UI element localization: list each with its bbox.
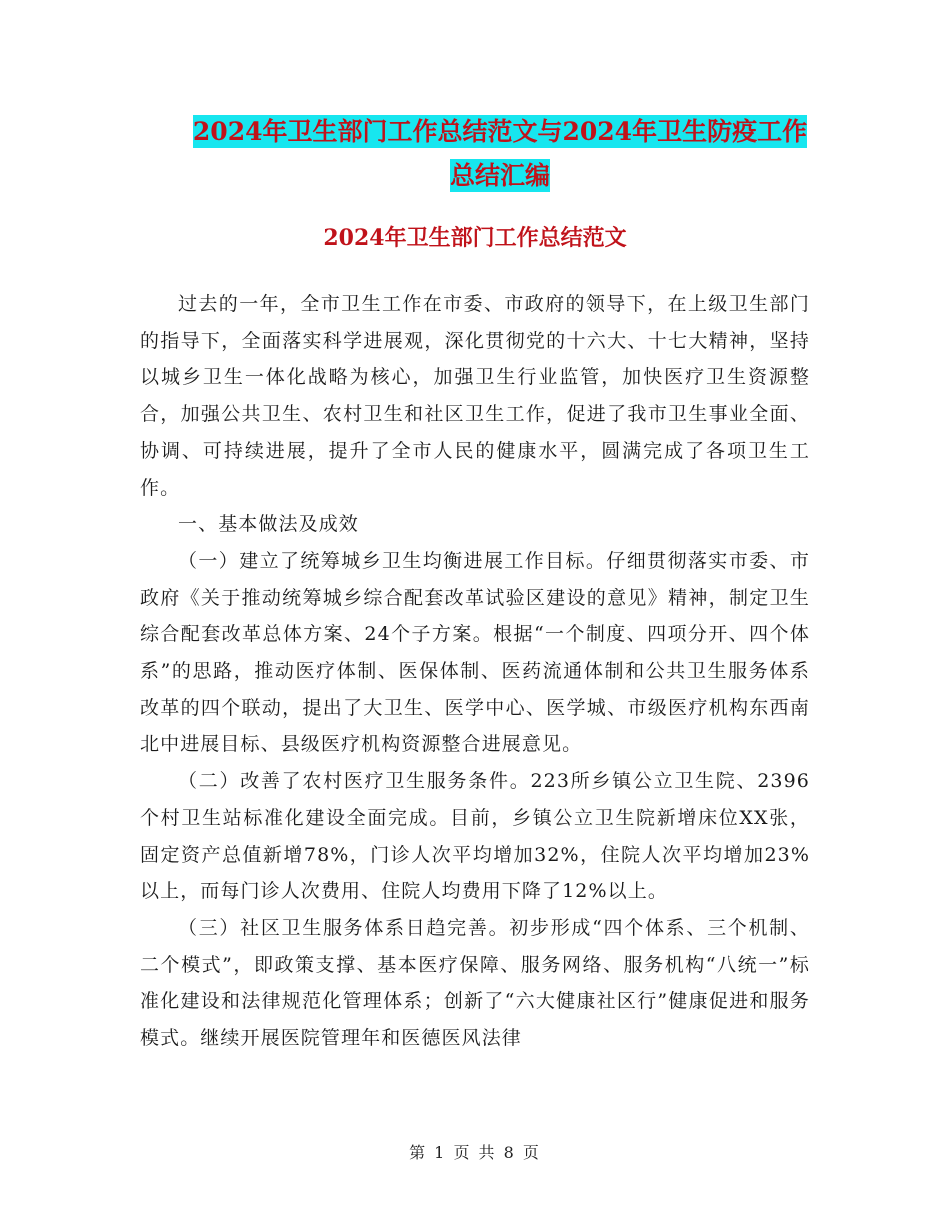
title-line-1: 2024年卫生部门工作总结范文与2024年卫生防疫工作 (192, 117, 808, 146)
title-line-2: 总结汇编 (449, 161, 550, 190)
document-title (120, 110, 880, 198)
paragraph-intro: 过去的一年，全市卫生工作在市委、市政府的领导下，在上级卫生部门的指导下，全面落实科学进展观，深化贯彻党的十六大、十七大精神，坚持以城乡卫生一体化战略为核心，加强卫生行业监管，加快医疗卫生资源整合，加强公共卫生、农村卫生和社区卫生工作，促进了我市卫生事业全面、协调、可持续进展，提升了全市人民的健康水平，圆满完成了各项卫生工作。 (140, 293, 810, 499)
paragraph-item-2: （二）改善了农村医疗卫生服务条件。223所乡镇公立卫生院、2396个村卫生站标准化建设全面完成。目前，乡镇公立卫生院新增床位XX张，固定资产总值新增78%，门诊人次平均增加32%，住院人次平均增加23%以上，而每门诊人次费用、住院人均费用下降了12%以上。 (140, 770, 810, 903)
page-footer: 第 1 页 共 8 页 (409, 1143, 541, 1162)
paragraph-item-1: （一）建立了统筹城乡卫生均衡进展工作目标。仔细贯彻落实市委、市政府《关于推动统筹城乡综合配套改革试验区建设的意见》精神，制定卫生综合配套改革总体方案、24个子方案。根据“一个制度、四项分开、四个体系”的思路，推动医疗体制、医保体制、医药流通体制和公共卫生服务体系改革的四个联动，提出了大卫生、医学中心、医学城、市级医疗机构东西南北中进展目标、县级医疗机构资源整合进展意见。 (140, 549, 810, 756)
body-text (140, 286, 810, 1057)
section-title: 2024年卫生部门工作总结范文 (323, 225, 627, 251)
heading-basic-practices: 一、基本做法及成效 (178, 513, 359, 536)
paragraph-item-3: （三）社区卫生服务体系日趋完善。初步形成“四个体系、三个机制、二个模式”，即政策支撑、基本医疗保障、服务网络、服务机构“八统一”标准化建设和法律规范化管理体系；创新了“六大健康社区行”健康促进和服务模式。继续开展医院管理年和医德医风法律 (140, 916, 810, 1050)
